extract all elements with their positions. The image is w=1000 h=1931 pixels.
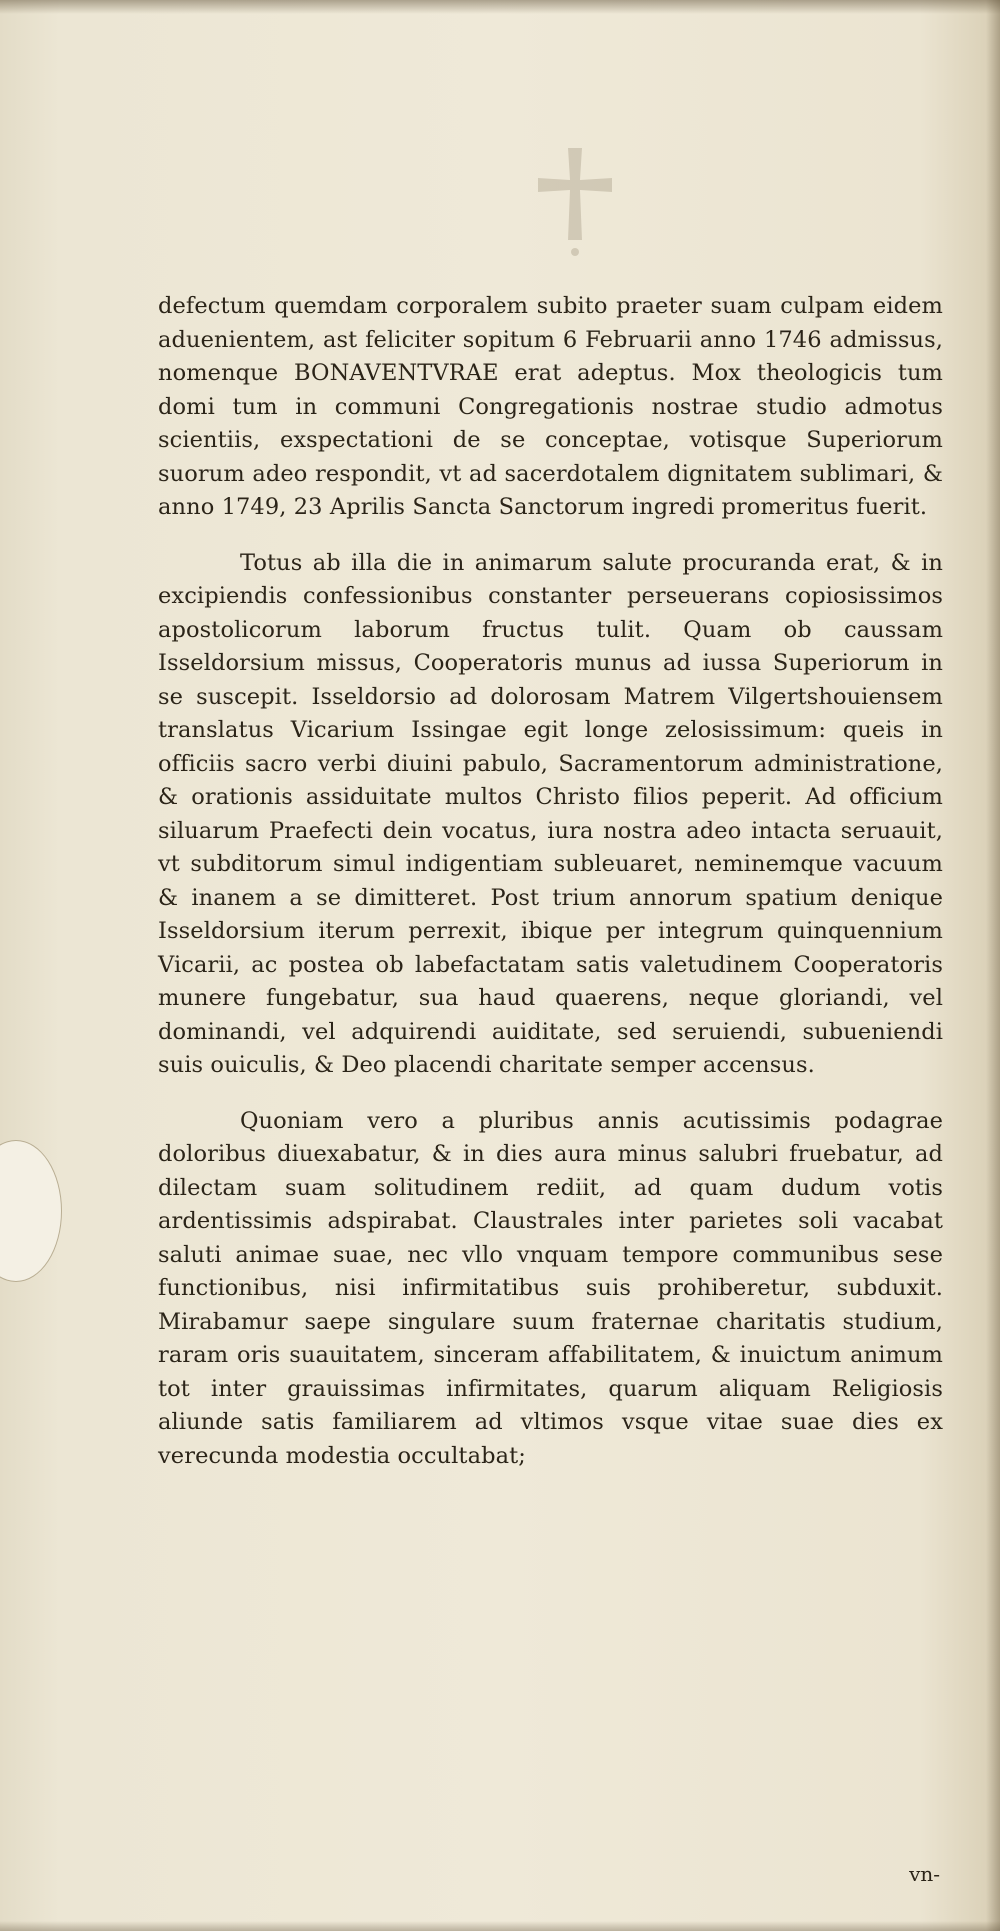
paragraph-2: Totus ab illa die in animarum salute procuranda erat, & in excipiendis confessionibus constanter perseuerans copiosissimos apostolicorum laborum fructus tulit. Quam ob caussam Isseldorsium missus, Cooperatoris munus ad iussa Superiorum in se suscepit. Isseldorsio ad dolorosam Matrem Vilgertshouiensem translatus Vicarium Issingae egit longe zelosissimum: queis in officiis sacro verbi diuini pabulo, Sacramentorum administratione, & orationis assiduitate multos Christo filios peperit. Ad officium siluarum Praefecti dein vocatus, iura nostra adeo intacta seruauit, vt subditorum simul indigentiam subleuaret, neminemque vacuum & inanem a se dimitteret. Post trium annorum spatium denique Isseldorsium iterum perrexit, ibique per integrum quinquennium Vicarii, ac postea ob labefactatam satis valetudinem Cooperatoris munere fungebatur, sua haud quaerens, neque gloriandi, vel dominandi, vel adquirendi auiditate, sed seruiendi, subueniendi suis ouiculis, & Deo placendi charitate semper accensus. xyxy=(158,549,943,1078)
paper-tear xyxy=(0,1140,62,1282)
page-top-edge xyxy=(0,0,1000,14)
page-right-edge xyxy=(986,0,1000,1931)
catchword: vn- xyxy=(909,1862,940,1886)
paragraph-1: defectum quemdam corporalem subito praeter suam culpam eidem aduenientem, ast feliciter sopitum 6 Februarii anno 1746 admissus, nomenque BONAVENTVRAE erat adeptus. Mox theologicis tum domi tum in communi Congregationis nostrae studio admotus scientiis, exspectationi de se conceptae, votisque Superiorum suorum adeo respondit, vt ad sacerdotalem dignitatem sublimari, & anno 1749, 23 Aprilis Sancta Sanctorum ingredi promeritus fuerit. xyxy=(158,293,943,520)
paragraph-3: Quoniam vero a pluribus annis acutissimis podagrae doloribus diuexabatur, & in dies aura minus salubri fruebatur, ad dilectam suam solitudinem rediit, ad quam dudum votis ardentissimis adspirabat. Claustrales inter parietes soli vacabat saluti animae suae, nec vllo vnquam tempore communibus sese functionibus, nisi infirmitatibus suis prohiberetur, subduxit. Mirabamur saepe singulare suum fraternae charitatis studium, raram oris suauitatem, sinceram affabilitatem, & inuictum animum tot inter grauissimas infirmitates, quarum aliquam Religiosis aliunde satis familiarem ad vltimos vsque vitae suae dies ex verecunda modestia occultabat; xyxy=(158,1107,943,1469)
cross-ornament-icon xyxy=(520,140,630,260)
body-text xyxy=(158,290,943,1495)
page-bottom-edge xyxy=(0,1921,1000,1931)
